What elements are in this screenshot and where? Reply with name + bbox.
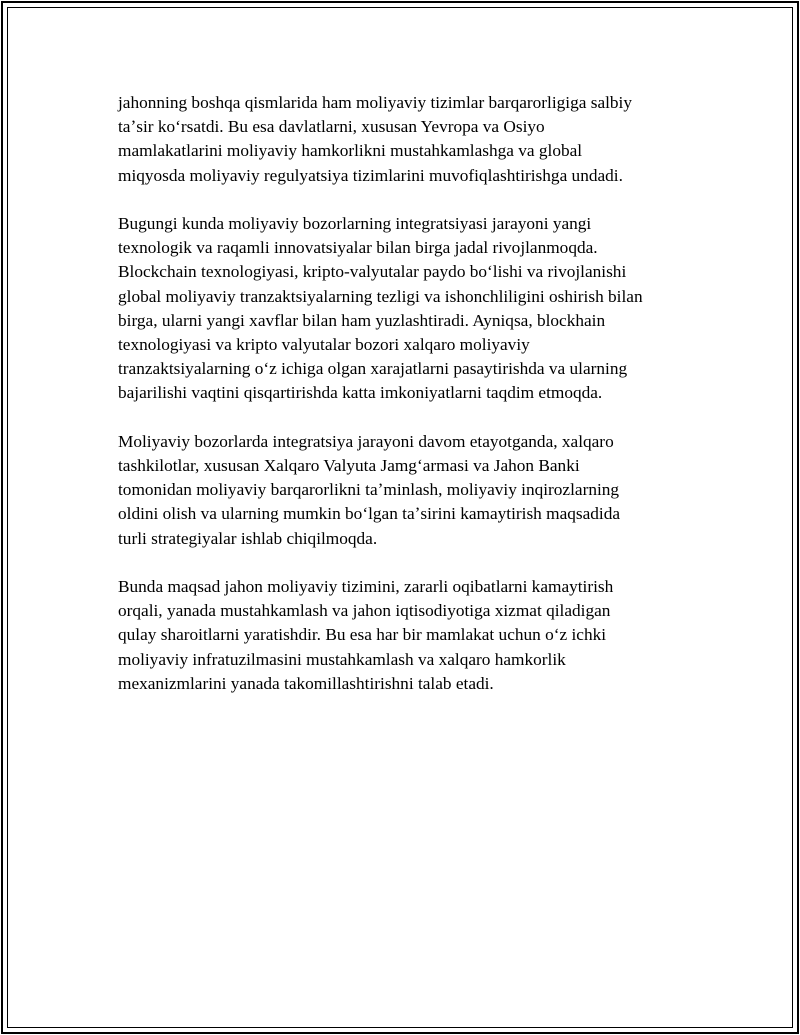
text-line: orqali, yanada mustahkamlash va jahon iqtisodiyotiga xizmat qiladigan	[118, 601, 611, 621]
text-line: Bunda maqsad jahon moliyaviy tizimini, zararli oqibatlarni kamaytirish	[118, 577, 614, 597]
text-line: birga, ularni yangi xavflar bilan ham yuzlashtiradi. Ayniqsa, blockhain	[118, 310, 606, 330]
text-line: texnologik va raqamli innovatsiyalar bilan birga jadal rivojlanmoqda.	[118, 238, 598, 258]
text-line: Bugungi kunda moliyaviy bozorlarning integratsiyasi jarayoni yangi	[118, 214, 592, 233]
text-line: global moliyaviy tranzaktsiyalarning tezligi va ishonchliligini oshirish bilan	[118, 286, 643, 306]
text-line: bajarilishi vaqtini qisqartirishda katta imkoniyatlarni taqdim etmoqda.	[118, 383, 603, 403]
text-line: tranzaktsiyalarning oʻz ichiga olgan xarajatlarni pasaytirishda va ularning	[118, 359, 628, 379]
paragraph-3	[118, 430, 693, 551]
text-line: qulay sharoitlarni yaratishdir. Bu esa har bir mamlakat uchun oʻz ichki	[118, 625, 607, 645]
paragraph-1	[118, 91, 693, 188]
paragraph-2	[118, 212, 693, 406]
text-line: mexanizmlarini yanada takomillashtirishni talab etadi.	[118, 673, 494, 693]
text-line: Moliyaviy bozorlarda integratsiya jarayoni davom etayotganda, xalqaro	[118, 431, 614, 451]
text-line: Blockchain texnologiyasi, kripto-valyutalar paydo boʻlishi va rivojlanishi	[118, 262, 627, 282]
text-line: tashkilotlar, xususan Xalqaro Valyuta Jamgʻarmasi va Jahon Banki	[118, 456, 580, 476]
text-line: taʼsir koʻrsatdi. Bu esa davlatlarni, xususan Yevropa va Osiyo	[118, 117, 545, 137]
text-line: moliyaviy infratuzilmasini mustahkamlash va xalqaro hamkorlik	[118, 649, 566, 669]
text-line: jahonning boshqa qismlarida ham moliyaviy tizimlar barqarorligiga salbiy	[118, 93, 632, 112]
text-line: texnologiyasi va kripto valyutalar bozori xalqaro moliyaviy	[118, 335, 530, 355]
text-line: tomonidan moliyaviy barqarorlikni taʼminlash, moliyaviy inqirozlarning	[118, 480, 620, 500]
text-line: mamlakatlarini moliyaviy hamkorlikni mustahkamlashga va global	[118, 141, 583, 161]
text-line: turli strategiyalar ishlab chiqilmoqda.	[118, 528, 378, 548]
text-line: oldini olish va ularning mumkin boʻlgan taʼsirini kamaytirish maqsadida	[118, 504, 621, 524]
text-line: miqyosda moliyaviy regulyatsiya tizimlarini muvofiqlashtirishga undadi.	[118, 165, 623, 185]
document-body	[118, 91, 693, 720]
paragraph-4	[118, 575, 693, 696]
